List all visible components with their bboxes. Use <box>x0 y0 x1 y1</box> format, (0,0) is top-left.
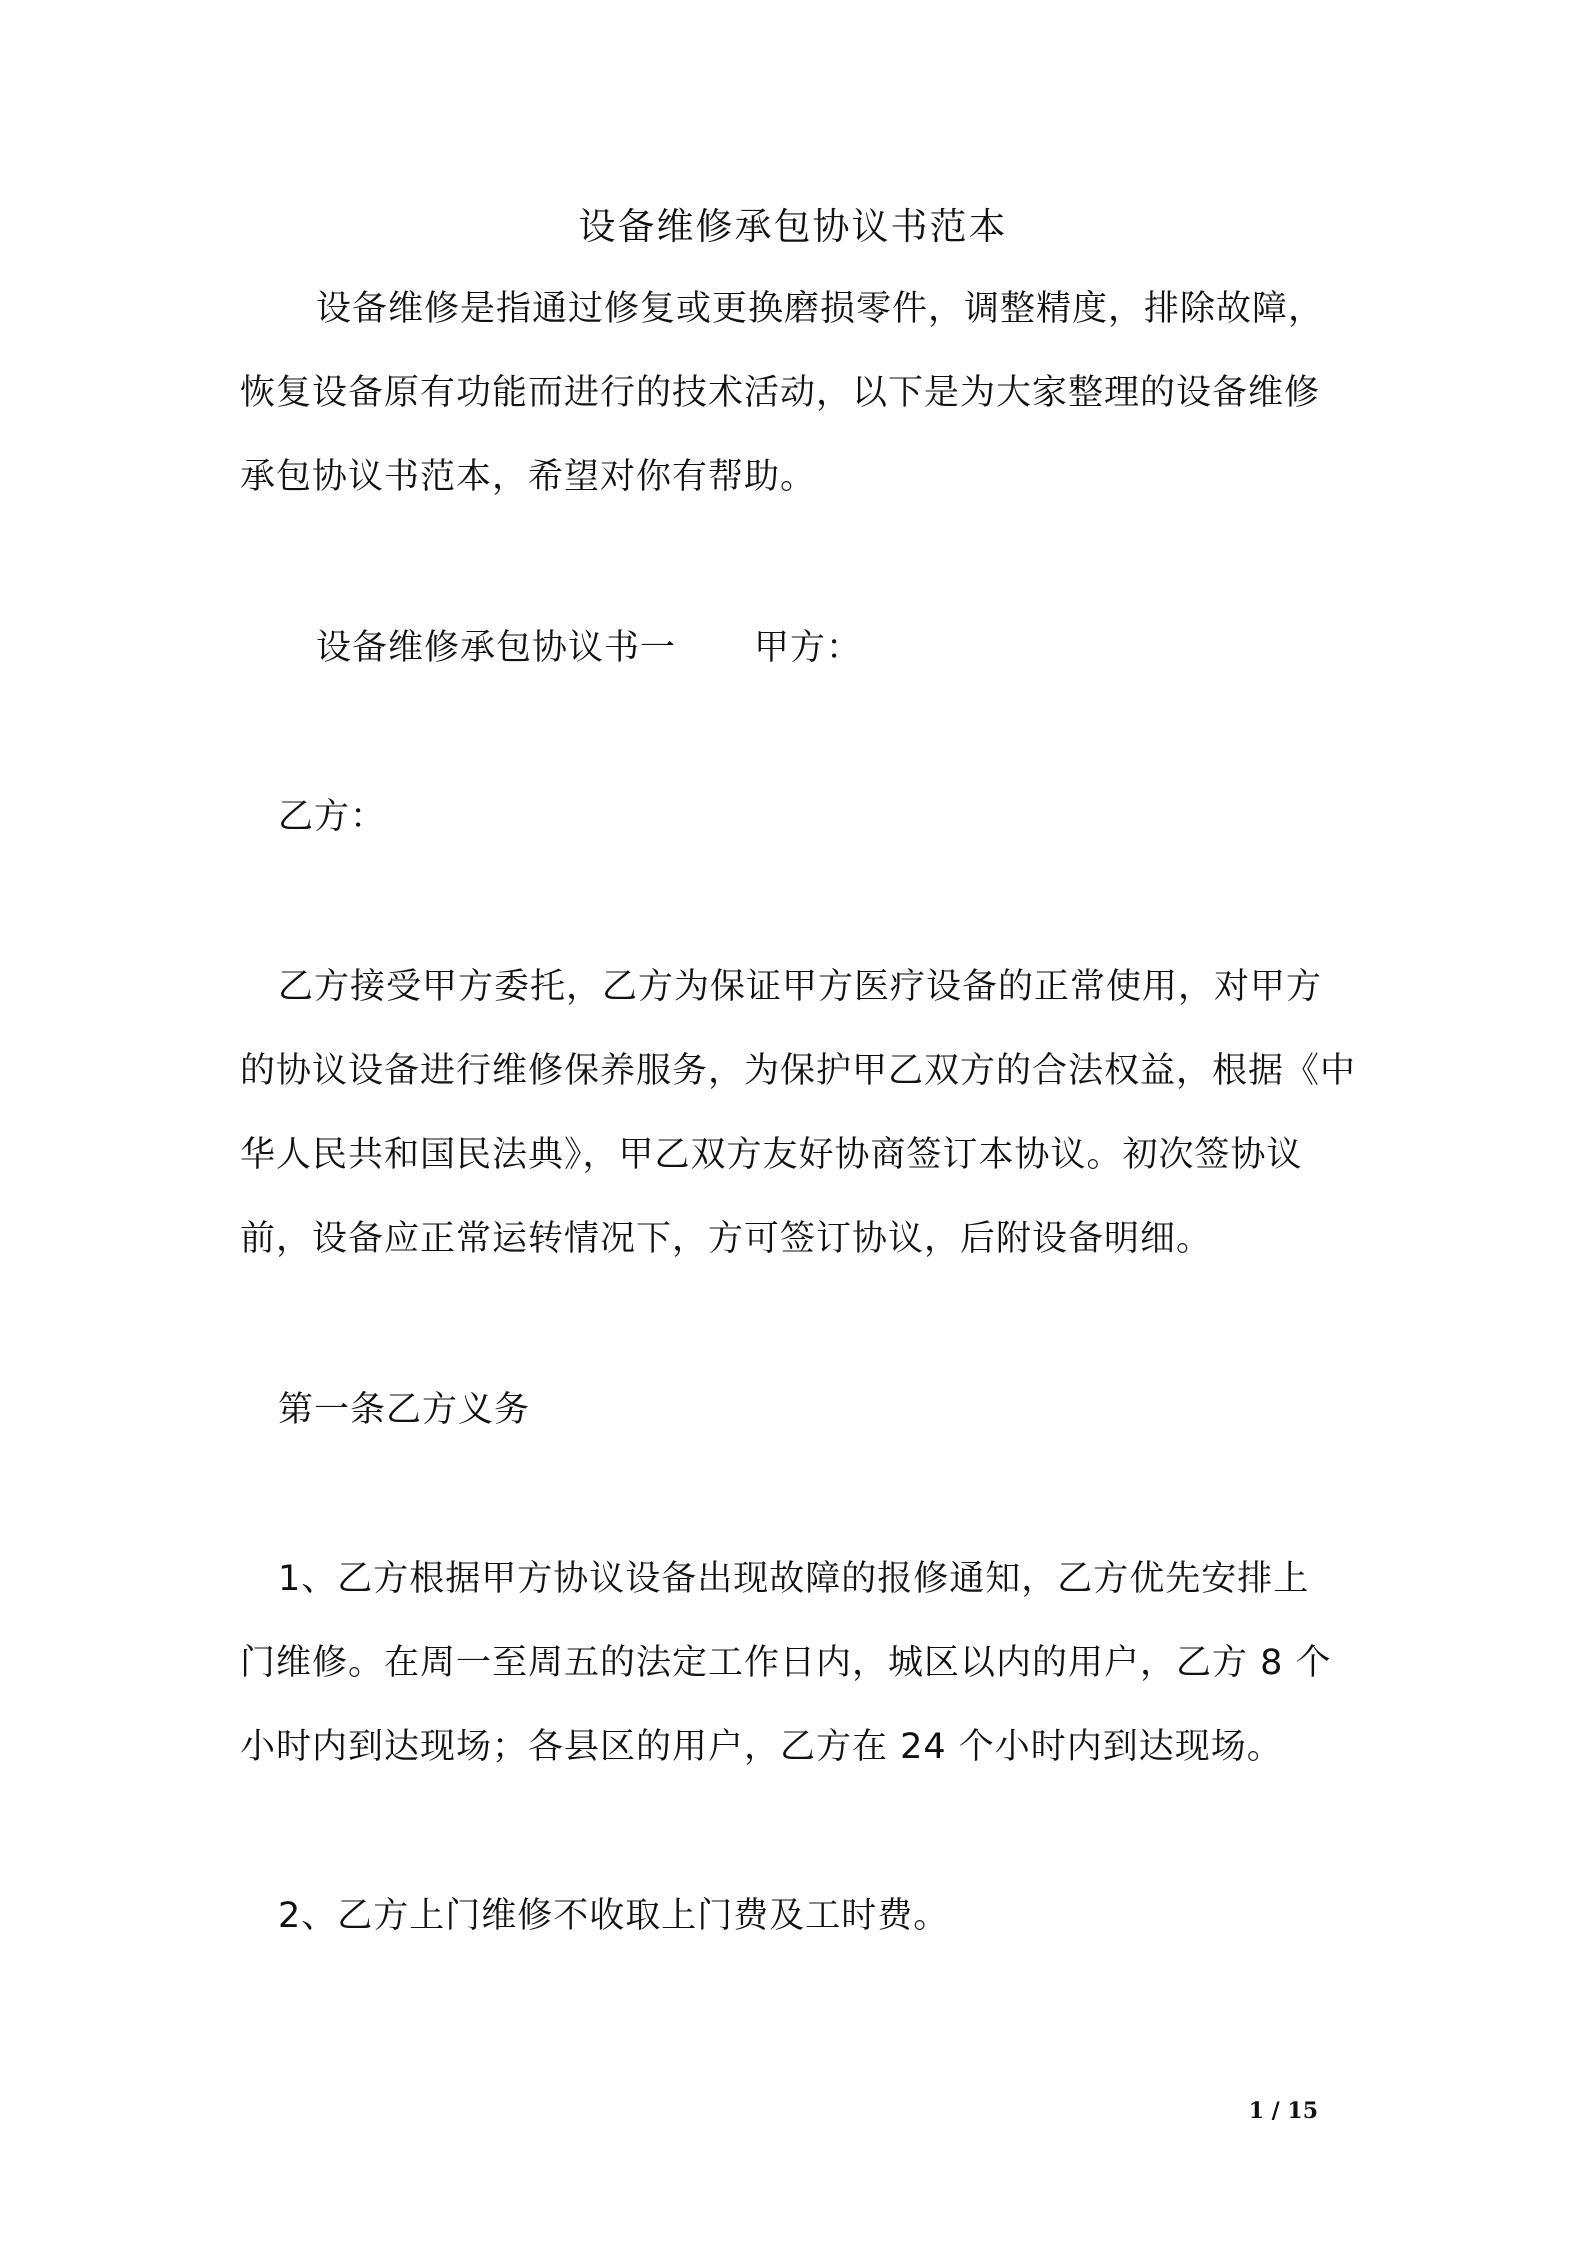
article-title: 第一条乙方义务 <box>278 1390 531 1430</box>
paragraph-line-3: 华人民共和国民法典》，甲乙双方友好协商签订本协议。初次签协议 <box>240 1135 1303 1175</box>
intro-line-1: 设备维修是指通过修复或更换磨损零件，调整精度，排除故障， <box>316 289 1325 329</box>
party-b-label: 乙方： <box>278 797 387 837</box>
intro-line-3: 承包协议书范本，希望对你有帮助。 <box>240 457 817 497</box>
section-title: 设备维修承包协议书一 <box>316 628 677 668</box>
clause-1-line-3: 小时内到达现场；各县区的用户，乙方在 24 个小时内到达现场。 <box>240 1727 1283 1767</box>
page-number: 1 / 15 <box>1248 2098 1318 2124</box>
agreement-heading-row <box>316 626 1436 670</box>
paragraph-line-4: 前，设备应正常运转情况下，方可签订协议，后附设备明细。 <box>240 1219 1213 1259</box>
intro-line-2: 恢复设备原有功能而进行的技术活动，以下是为大家整理的设备维修 <box>240 373 1321 413</box>
clause-1-line-1: 1、乙方根据甲方协议设备出现故障的报修通知，乙方优先安排上 <box>278 1559 1310 1599</box>
clause-2: 2、乙方上门维修不收取上门费及工时费。 <box>278 1896 950 1936</box>
document-title: 设备维修承包协议书范本 <box>578 205 1008 248</box>
paragraph-line-1: 乙方接受甲方委托，乙方为保证甲方医疗设备的正常使用，对甲方 <box>278 967 1323 1007</box>
party-a-label: 甲方： <box>754 628 863 668</box>
clause-1-line-2: 门维修。在周一至周五的法定工作日内，城区以内的用户，乙方 8 个 <box>240 1643 1332 1683</box>
paragraph-line-2: 的协议设备进行维修保养服务，为保护甲乙双方的合法权益，根据《中 <box>240 1051 1357 1091</box>
